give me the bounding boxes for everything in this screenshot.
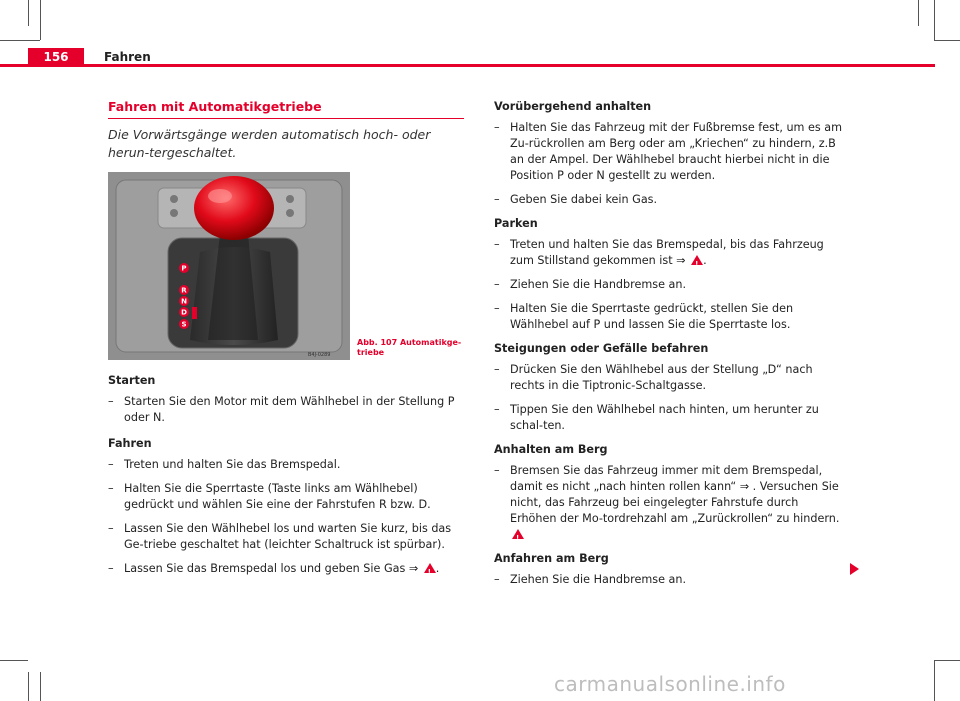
warning-triangle-icon[interactable]: [691, 255, 703, 265]
list-item: – Ziehen Sie die Handbremse an.: [494, 573, 687, 586]
list-item: – Halten Sie die Sperrtaste gedrückt, stellen Sie den Wählhebel auf P und lassen Sie die Sperrtaste los.: [494, 302, 794, 331]
list-item: – Treten und halten Sie das Bremspedal, bis das Fahrzeug zum Stillstand gekommen ist ⇒ ! .: [494, 237, 846, 269]
heading-anfahren: Anfahren am Berg: [494, 552, 609, 565]
right-column: [494, 99, 846, 596]
next-page-arrow-icon[interactable]: [850, 563, 859, 575]
watermark: carmanualsonline.info: [554, 672, 786, 696]
list-item: – Bremsen Sie das Fahrzeug immer mit dem Bremspedal, damit es nicht „nach hinten rollen kann“ ⇒ . Versuchen Sie nicht, das Fahrzeug bei eingelegter Fahrstufe durch Erhöhen der Mo-tordrehzahl am „Zurückrollen“ zu hindern. !: [494, 463, 846, 543]
list-item: – Geben Sie dabei kein Gas.: [494, 193, 658, 206]
list-item: – Lassen Sie das Bremspedal los und geben Sie Gas ⇒ ! .: [108, 561, 470, 577]
heading-anhalten: Vorübergehend anhalten: [494, 100, 652, 113]
crop-mark: [28, 672, 29, 701]
gear-letter-p: P: [181, 264, 187, 273]
list-item: – Treten und halten Sie das Bremspedal.: [108, 458, 341, 471]
header-rule: [0, 64, 935, 67]
gear-selector-figure: [108, 172, 350, 360]
list-item: – Starten Sie den Motor mit dem Wählhebel in der Stellung P oder N.: [108, 395, 455, 424]
crop-mark: [934, 0, 935, 40]
crop-mark: [0, 660, 28, 661]
section-intro: Die Vorwärtsgänge werden automatisch hoch- oder herun-tergeschaltet.: [108, 127, 431, 160]
crop-mark: [934, 660, 935, 701]
heading-starten: Starten: [108, 374, 156, 387]
crop-mark: [40, 0, 41, 40]
heading-fahren: Fahren: [108, 437, 152, 450]
figure-caption: Abb. 107 Automatikge-triebe: [357, 338, 462, 357]
gear-letters: [176, 262, 216, 342]
crop-mark: [934, 40, 960, 41]
heading-parken: Parken: [494, 217, 538, 230]
heading-anhalten-berg: Anhalten am Berg: [494, 443, 608, 456]
figure-code: B4J-0289: [308, 352, 331, 358]
crop-mark: [0, 40, 40, 41]
list-item: – Halten Sie das Fahrzeug mit der Fußbremse fest, um es am Zu-rückrollen am Berg oder am „Kriechen“ zu hindern, z.B an der Ampel. Der Wählhebel braucht hierbei nicht in die Position P oder N gestellt zu werden.: [494, 121, 843, 182]
warning-triangle-icon[interactable]: [424, 563, 436, 573]
list-item: – Lassen Sie den Wählhebel los und warten Sie kurz, bis das Ge-triebe geschaltet hat (leichter Schaltruck ist spürbar).: [108, 522, 452, 551]
gear-letter-n: N: [181, 297, 187, 306]
crop-mark: [918, 0, 919, 26]
crop-mark: [934, 660, 960, 661]
gear-selector-illustration: [108, 172, 350, 360]
chapter-title: Fahren: [104, 50, 151, 64]
crop-mark: [28, 0, 29, 26]
page-number: 156: [28, 48, 84, 67]
list-item: – Ziehen Sie die Handbremse an.: [494, 278, 687, 291]
crop-mark: [40, 672, 41, 701]
gear-letter-s: S: [181, 320, 187, 329]
section-title: Fahren mit Automatikgetriebe: [108, 99, 322, 114]
list-item: – Drücken Sie den Wählhebel aus der Stellung „D“ nach rechts in die Tiptronic-Schaltgasse.: [494, 363, 813, 392]
gear-letter-r: R: [181, 286, 187, 295]
list-item: – Tippen Sie den Wählhebel nach hinten, um herunter zu schal-ten.: [494, 403, 819, 432]
gear-letter-d: D: [181, 308, 187, 317]
warning-triangle-icon[interactable]: [512, 529, 524, 539]
section-rule: [108, 118, 464, 119]
heading-steigungen: Steigungen oder Gefälle befahren: [494, 342, 709, 355]
list-item: – Halten Sie die Sperrtaste (Taste links am Wählhebel) gedrückt und wählen Sie eine der Fahrstufen R bzw. D.: [108, 482, 431, 511]
left-column: [108, 373, 470, 585]
